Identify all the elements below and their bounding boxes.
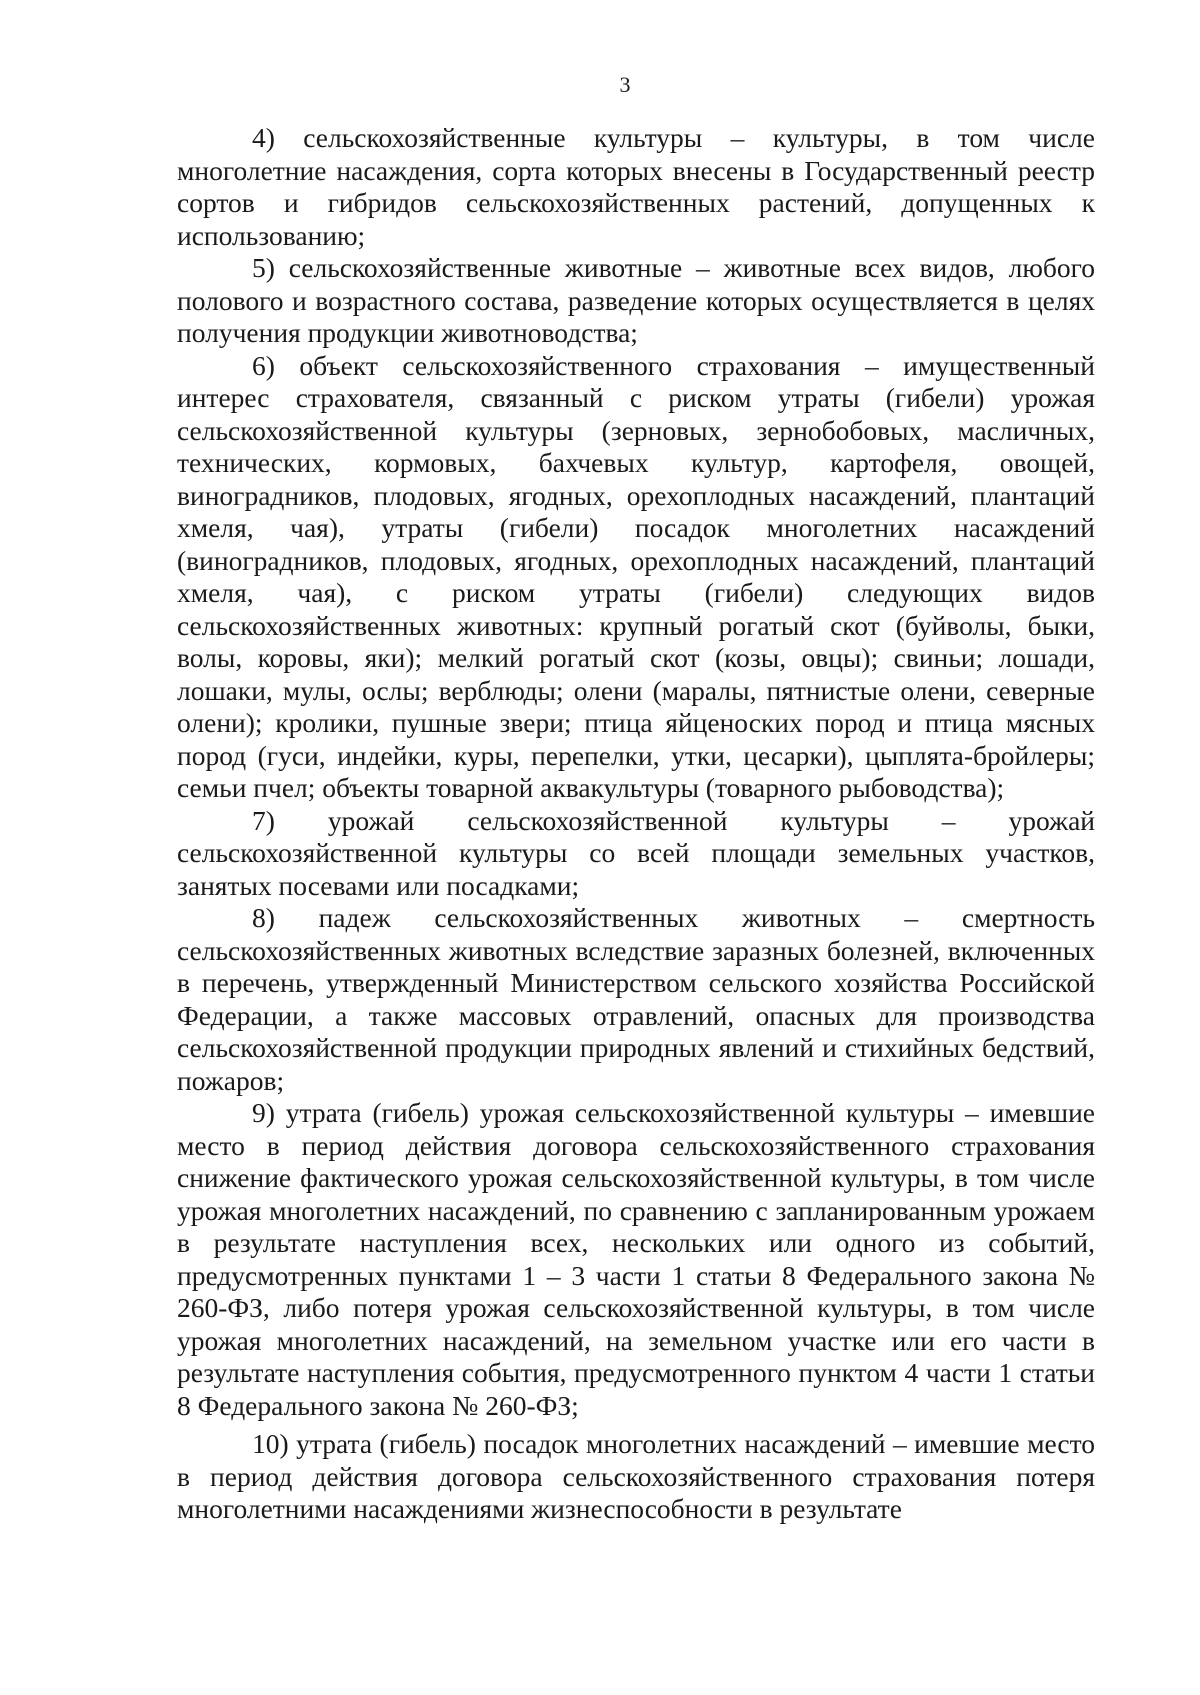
paragraph-item-6: 6) объект сельскохозяйственного страхования – имущественный интерес страхователя, связанный с риском утраты (гибели) урожая сельскохозяйственной культуры (зерновых, зернобобовых, масличных, технических, кормовых, бахчевых культур, картофеля, овощей, виноградников, плодовых, ягодных, орехоплодных насаждений, плантаций хмеля, чая), утраты (гибели) посадок многолетних насаждений (виноградников, плодовых, ягодных, орехоплодных насаждений, плантаций хмеля, чая), с риском утраты (гибели) следующих видов сельскохозяйственных животных: крупный рогатый скот (буйволы, быки, волы, коровы, яки); мелкий рогатый скот (козы, овцы); свиньи; лошади, лошаки, мулы, ослы; верблюды; олени (маралы, пятнистые олени, северные олени); кролики, пушные звери; птица яйценоских пород и птица мясных пород (гуси, индейки, куры, перепелки, утки, цесарки), цыплята-бройлеры; семьи пчел; объекты товарной аквакультуры (товарного рыбоводства);: [177, 349, 1095, 803]
paragraph-item-4: 4) сельскохозяйственные культуры – культуры, в том числе многолетние насаждения, сорта которых внесены в Государственный реестр сортов и гибридов сельскохозяйственных растений, допущенных к использованию;: [177, 122, 1095, 251]
paragraph-item-5: 5) сельскохозяйственные животные – животные всех видов, любого полового и возрастного состава, разведение которых осуществляется в целях получения продукции животноводства;: [177, 252, 1095, 348]
paragraph-item-9: 9) утрата (гибель) урожая сельскохозяйственной культуры – имевшие место в период действия договора сельскохозяйственного страхования снижение фактического урожая сельскохозяйственной культуры, в том числе урожая многолетних насаждений, по сравнению с запланированным урожаем в результате наступления всех, нескольких или одного из событий, предусмотренных пунктами 1 – 3 части 1 статьи 8 Федерального закона № 260-ФЗ, либо потеря урожая сельскохозяйственной культуры, в том числе урожая многолетних насаждений, на земельном участке или его части в результате наступления события, предусмотренного пунктом 4 части 1 статьи 8 Федерального закона № 260-ФЗ;: [177, 1097, 1095, 1421]
paragraph-item-7: 7) урожай сельскохозяйственной культуры – урожай сельскохозяйственной культуры со всей площади земельных участков, занятых посевами или посадками;: [177, 804, 1095, 901]
paragraph-item-8: 8) падеж сельскохозяйственных животных – смертность сельскохозяйственных животных вследствие заразных болезней, включенных в перечень, утвержденный Министерством сельского хозяйства Российской Федерации, а также массовых отравлений, опасных для производства сельскохозяйственной продукции природных явлений и стихийных бедствий, пожаров;: [177, 902, 1095, 1096]
document-body: [177, 122, 1095, 1526]
page-number: 3: [619, 72, 631, 97]
paragraph-item-10: 10) утрата (гибель) посадок многолетних насаждений – имевшие место в период действия договора сельскохозяйственного страхования потеря многолетними насаждениями жизнеспособности в результате: [177, 1428, 1095, 1524]
